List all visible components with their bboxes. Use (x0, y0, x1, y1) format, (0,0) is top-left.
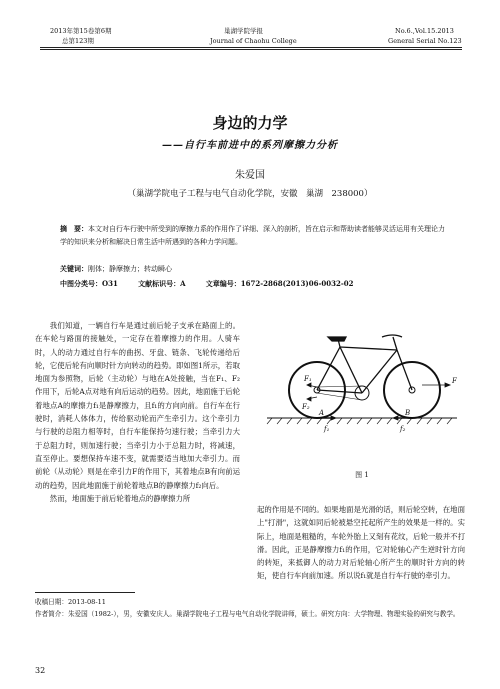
bicycle-figure (262, 315, 462, 465)
running-header (0, 0, 500, 50)
article-subtitle: ——自行车前进中的系列摩擦力分析 (162, 140, 338, 151)
document-code: 文献标识号：A (138, 279, 186, 288)
classification-line (60, 279, 372, 289)
page-number: 32 (35, 666, 46, 675)
label-F: F (452, 377, 457, 385)
received-date: 收稿日期：2013-08-11 (35, 598, 106, 606)
chain-top (317, 386, 362, 387)
header-volume: 2013年第15卷第6期 (50, 27, 112, 35)
label-f2: f₂ (400, 425, 406, 433)
label-A: A (319, 409, 325, 417)
keywords-text: 刚体；静摩擦力；转动瞬心 (88, 265, 172, 273)
body-paragraph-1: 我们知道，一辆自行车是通过前后轮子支承在路面上的。在车轮与路面的接触处，一定存在着摩擦力的作用。人骑车时，人的动力通过自行车的曲拐、牙盘、链条、飞轮传递给后轮，它使后轮有向顺时针方向转动的趋势。即如图1所示，若取地面为参照物，后轮（主动轮）与地在A处接触，当在F₁、F₂作用下，后轮A点对地有向后运动的趋势。因此，地面施于后轮着地点A的摩擦力f₁是静摩擦力，且f₁的方向向前。自行车在行驶时，消耗人体体力，传给驱动轮而产生牵引力。这个牵引力与行驶的总阻力相等时，自行车能保持匀速行驶；当牵引力大于总阻力时，则加速行驶；当牵引力小于总阻力时，将减速，直至停止。要想保持车速不变，就需要适当地加大牵引力。而前轮（从动轮）则是在牵引力F的作用下，其着地点B有向前运动的趋势，因此地面施于前轮着地点B的静摩擦力f₂向后。 (35, 321, 240, 490)
header-serial: 总第123期 (62, 37, 94, 45)
header-issue: No.6.,Vol.15.2013 (395, 27, 454, 35)
author-affiliation: （巢湖学院电子工程与电气自动化学院，安徽 巢湖 238000） (127, 189, 373, 199)
abstract-text: 本文对自行车行驶中所受到的摩擦力系的作用作了详细、深入的剖析，旨在启示和帮助读者能够灵活运用有关理论力学的知识来分析和解决日常生活中所遇到的各种力学问题。 (60, 225, 445, 246)
header-general-serial: General Serial No.123 (388, 37, 462, 45)
header-rule (40, 47, 462, 48)
author-name: 朱爱国 (235, 170, 265, 181)
article-number: 文章编号：1672-2868(2013)06-0032-02 (205, 279, 354, 288)
header-journal-cn: 巢湖学院学报 (224, 27, 263, 35)
keywords (60, 264, 172, 274)
header-rule-2 (40, 49, 462, 50)
keywords-label: 关键词： (60, 264, 88, 273)
footnote-rule (35, 592, 135, 593)
header-journal-en: Journal of Chaohu College (210, 37, 297, 45)
article-title: 身边的力学 (212, 114, 288, 132)
label-f1: f₁ (324, 425, 330, 433)
label-F2: F₂ (302, 403, 310, 411)
abstract-label: 摘 要： (60, 224, 88, 233)
label-F1: F₁ (304, 375, 312, 383)
ground-hatching (267, 418, 452, 424)
body-paragraph-2: 然而，地面施于前后轮着地点的静摩擦力所 (49, 493, 191, 503)
body-paragraph-3: 起的作用是不同的。如果地面是光滑的话，则后轮空转，在地面上"打滑"，这就如同后轮被悬空托起所产生的效果是一样的。实际上，地面是粗糙的，车轮外胎上又刻有花纹，后轮一般并不打滑。因此，正是静摩擦力f₁的作用，它对轮轴心产生逆时针方向的转矩，来抵御人的动力对后轮轴心所产生的顺时针方向的转矩，使自行车向前加速。所以说f₁就是自行车行驶的牵引力。 (257, 505, 465, 581)
author-bio: 作者简介：朱爱国（1982-），男，安徽安庆人。巢湖学院电子工程与电气自动化学院讲师，硕士。研究方向：大学物理、物理实验的研究与教学。 (35, 610, 460, 618)
abstract (60, 223, 445, 248)
body-left-column (35, 319, 240, 505)
clc-number: 中图分类号：O31 (60, 279, 118, 288)
figure-caption: 图 1 (355, 471, 369, 479)
body-right-column (257, 503, 465, 583)
bicycle-frame (317, 335, 412, 393)
label-B: B (405, 409, 411, 417)
